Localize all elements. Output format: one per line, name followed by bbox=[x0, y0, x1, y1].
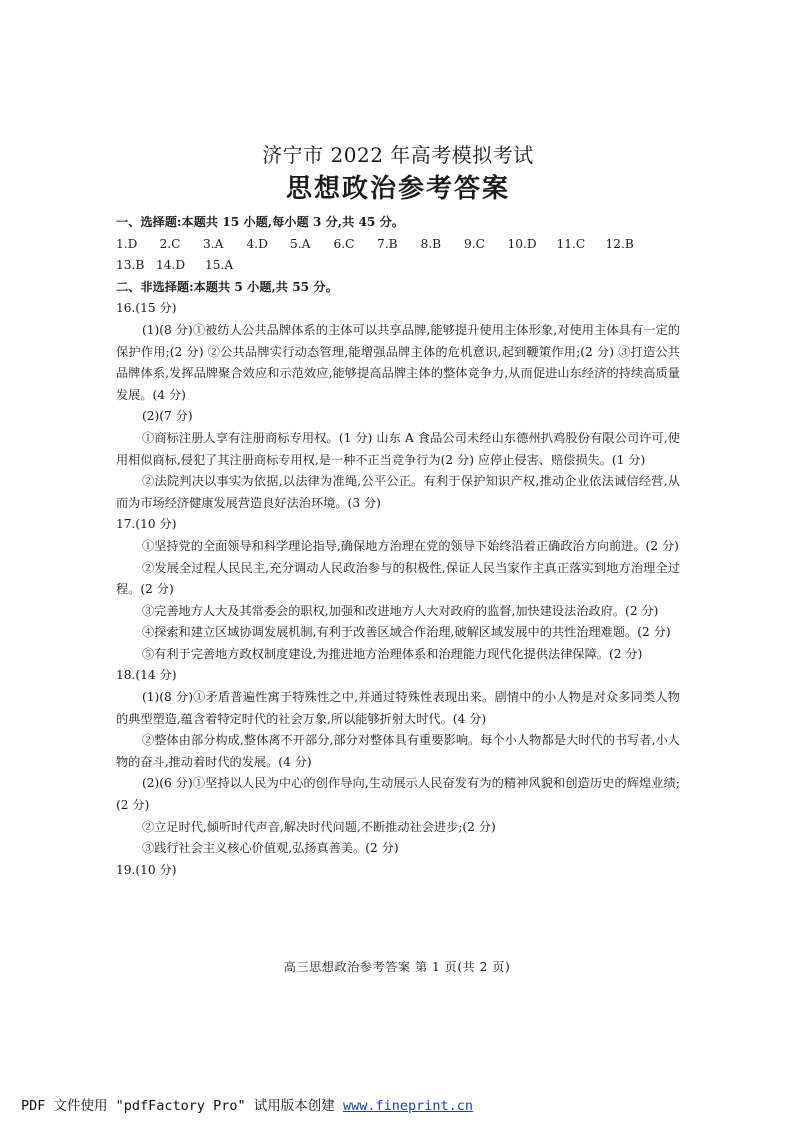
q16-part2-item1: ①商标注册人享有注册商标专用权。(1 分) 山东 A 食品公司未经山东德州扒鸡股份有限公司许可,使用相似商标,侵犯了其注册商标专用权,是一种不正当竞争行为(2 分) 应停止侵害、赔偿损失。(1 分) bbox=[116, 430, 680, 467]
q16-part2-heading: (2)(7 分) bbox=[142, 409, 193, 424]
choice-answer: 12.B bbox=[605, 236, 634, 251]
q18-item: (1)(8 分)①矛盾普遍性寓于特殊性之中,并通过特殊性表现出来。剧情中的小人物是对众多同类人物的典型塑造,蕴含着特定时代的社会万象,所以能够折射大时代。(4 分) bbox=[116, 690, 680, 726]
section1-heading: 一、选择题:本题共 15 小题,每小题 3 分,共 45 分。 bbox=[116, 215, 405, 229]
q17-item: ④探索和建立区域协调发展机制,有利于改善区域合作治理,破解区域发展中的共性治理难题。(2 分) bbox=[142, 625, 671, 640]
q19-heading: 19.(10 分) bbox=[116, 862, 177, 877]
choice-answer: 7.B bbox=[377, 236, 398, 251]
answer-content bbox=[116, 142, 680, 881]
choice-answer: 5.A bbox=[290, 236, 311, 251]
choice-answer: 10.D bbox=[507, 236, 537, 251]
pdf-footer-text: PDF 文件使用 "pdfFactory Pro" 试用版本创建 bbox=[21, 1098, 343, 1114]
q18-heading: 18.(14 分) bbox=[116, 668, 177, 683]
choice-answers bbox=[116, 234, 680, 277]
q18-item: ②立足时代,倾听时代声音,解决时代问题,不断推动社会进步;(2 分) bbox=[142, 819, 496, 834]
exam-title: 济宁市 2022 年高考模拟考试 bbox=[262, 143, 534, 167]
answer-key-title: 思想政治参考答案 bbox=[285, 174, 510, 204]
fineprint-link[interactable]: www.fineprint.cn bbox=[342, 1098, 473, 1114]
q18-item: (2)(6 分)①坚持以人民为中心的创作导向,生动展示人民奋发有为的精神风貌和创造历史的辉煌业绩;(2 分) bbox=[116, 776, 680, 813]
q17-item: ③完善地方人大及其常委会的职权,加强和改进地方人大对政府的监督,加快建设法治政府。(2 分) bbox=[142, 603, 659, 618]
pdf-watermark-footer bbox=[21, 1094, 473, 1114]
choice-answer: 11.C bbox=[556, 236, 586, 251]
q17-item: ①坚持党的全面领导和科学理论指导,确保地方治理在党的领导下始终沿着正确政治方向前进。(2 分) bbox=[142, 538, 679, 553]
choice-answer: 14.D bbox=[156, 258, 186, 273]
choice-answer: 9.C bbox=[464, 236, 485, 251]
choice-answer: 4.D bbox=[246, 236, 268, 251]
choice-answer: 15.A bbox=[205, 258, 234, 273]
q16-part1: (1)(8 分)①被纺人公共品牌体系的主体可以共享品牌,能够提升使用主体形象,对使用主体具有一定的保护作用;(2 分) ②公共品牌实行动态管理,能增强品牌主体的危机意识,起到鞭策作用;(2 分) ③打造公共品牌体系,发挥品牌聚合效应和示范效应,能够提高品牌主体的整体竞争力,从而促进山东经济的持续高质量发展。(4 分) bbox=[116, 322, 680, 402]
choice-answer: 8.B bbox=[420, 236, 442, 251]
page-footer: 高三思想政治参考答案 第 1 页(共 2 页) bbox=[283, 960, 511, 974]
section2-heading: 二、非选择题:本题共 5 小题,共 55 分。 bbox=[116, 279, 338, 294]
choice-answer: 2.C bbox=[159, 236, 181, 251]
q16-heading: 16.(15 分) bbox=[116, 301, 177, 316]
q17-heading: 17.(10 分) bbox=[116, 517, 177, 532]
choice-answer: 1.D bbox=[116, 236, 138, 251]
q18-item: ③践行社会主义核心价值观,弘扬真善美。(2 分) bbox=[142, 841, 399, 856]
q16-part2-item2: ②法院判决以事实为依据,以法律为准绳,公平公正。有利于保护知识产权,推动企业依法诚信经营,从而为市场经济健康发展营造良好法治环境。(3 分) bbox=[116, 474, 680, 510]
q18-item: ②整体由部分构成,整体离不开部分,部分对整体具有重要影响。每个小人物都是大时代的书写者,小人物的奋斗,推动着时代的发展。(4 分) bbox=[116, 733, 680, 769]
q17-item: ⑤有利于完善地方政权制度建设,为推进地方治理体系和治理能力现代化提供法律保障。(2 分) bbox=[142, 646, 643, 661]
q17-item: ②发展全过程人民民主,充分调动人民政治参与的积极性,保证人民当家作主真正落实到地方治理全过程。(2 分) bbox=[116, 560, 680, 597]
choice-answer: 3.A bbox=[203, 236, 224, 251]
choice-answer: 13.B bbox=[116, 258, 145, 273]
choice-answer: 6.C bbox=[333, 236, 355, 251]
